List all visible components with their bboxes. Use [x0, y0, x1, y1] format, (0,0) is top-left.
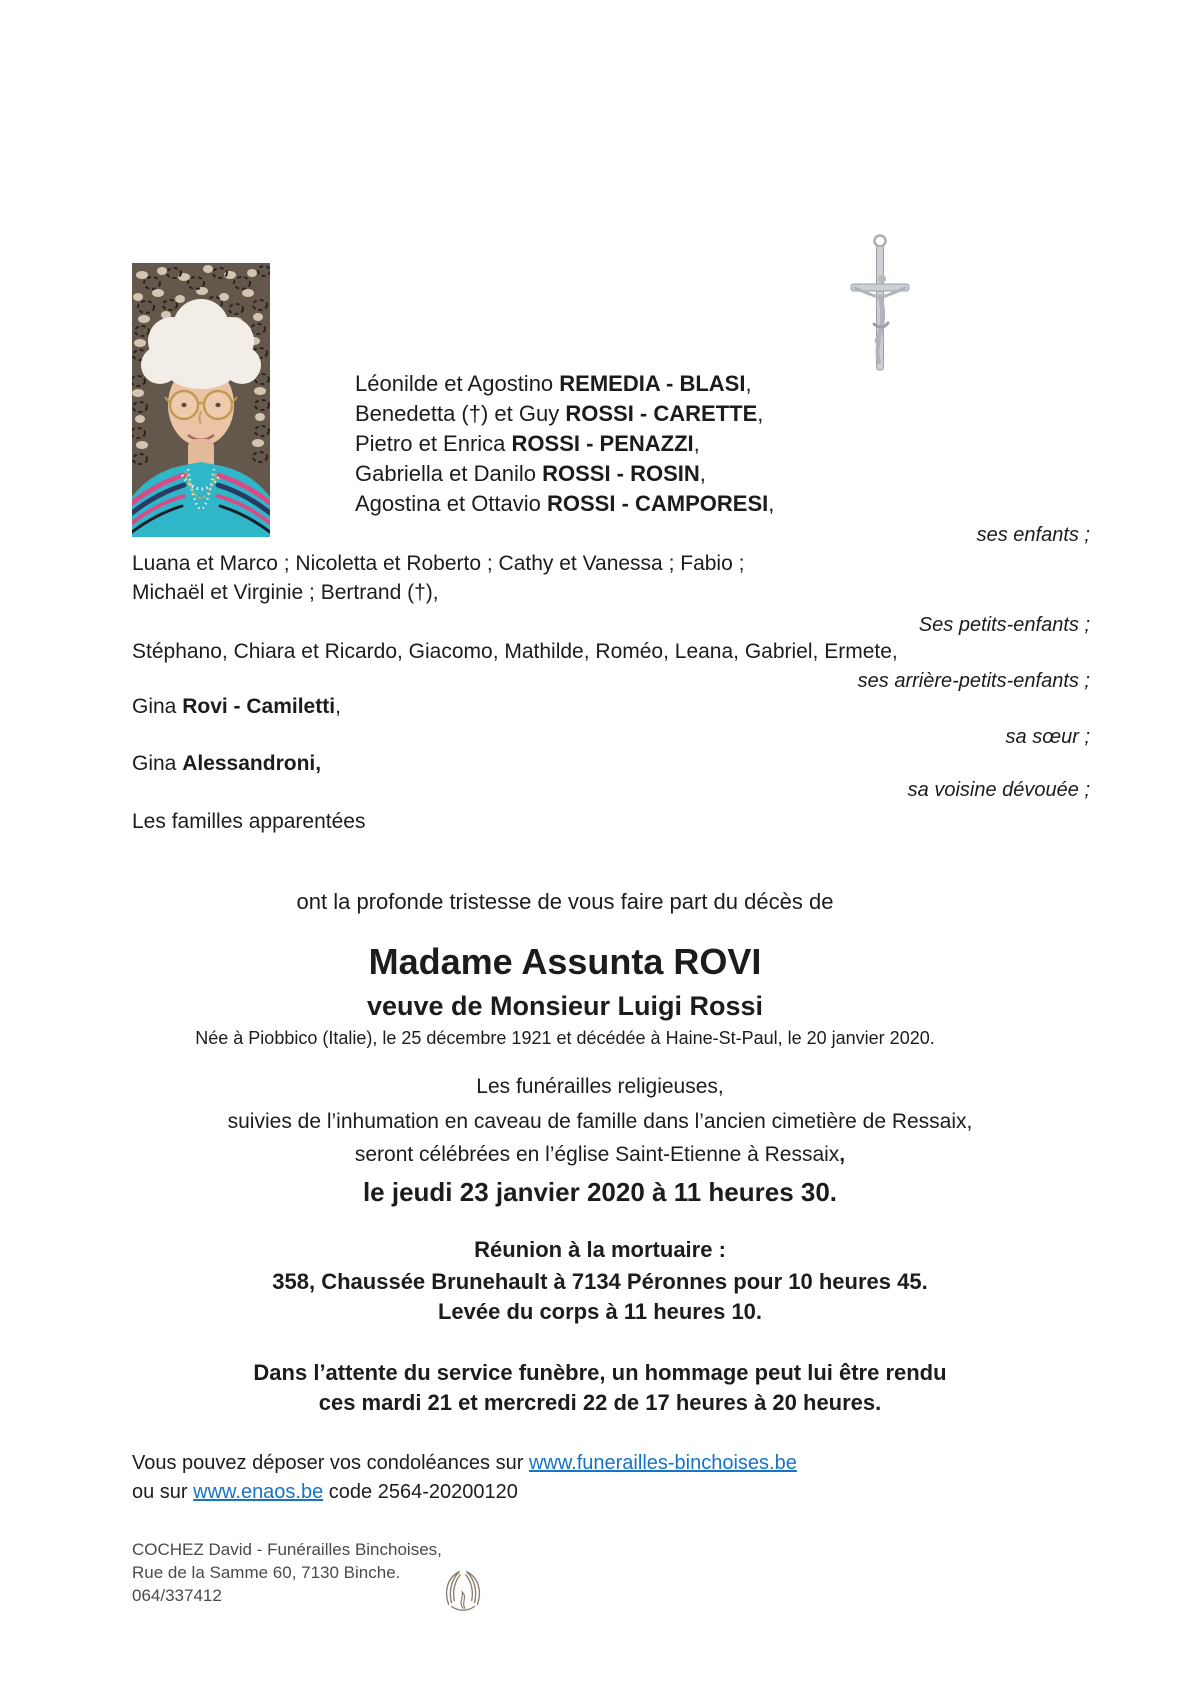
relation-label-children: ses enfants ; — [976, 524, 1090, 546]
widow-line: veuve de Monsieur Luigi Rossi — [366, 991, 764, 1021]
children-names-block — [355, 369, 774, 519]
children-line: Benedetta (†) et Guy ROSSI - CARETTE, — [355, 401, 764, 426]
relation-label-sister: sa sœur ; — [1005, 726, 1090, 748]
condolences-line: ou sur www.enaos.be code 2564-20200120 — [132, 1481, 518, 1503]
condolence-link-funerailles-binchoises[interactable]: www.funerailles-binchoises.be — [528, 1452, 797, 1474]
sister-line: Gina Rovi - Camiletti, — [132, 695, 341, 718]
children-line: Léonilde et Agostino REMEDIA - BLASI, — [355, 371, 752, 396]
portrait-photo — [132, 263, 270, 537]
funeral-home-footer — [132, 1538, 442, 1607]
children-line: Agostina et Ottavio ROSSI - CAMPORESI, — [355, 491, 775, 516]
funeral-home-name: COCHEZ David - Funérailles Binchoises, — [132, 1540, 442, 1559]
funeral-home-address: Rue de la Samme 60, 7130 Binche. — [132, 1563, 401, 1582]
funeral-date-line: le jeudi 23 janvier 2020 à 11 heures 30. — [362, 1177, 838, 1207]
announcement-line: ont la profonde tristesse de vous faire part du décès de — [296, 889, 834, 914]
funeral-line-3: seront célébrées en l’église Saint-Etienne à Ressaix, — [354, 1143, 846, 1166]
relation-label-grandchildren: Ses petits-enfants ; — [918, 614, 1090, 636]
funeral-line-2: suivies de l’inhumation en caveau de famille dans l’ancien cimetière de Ressaix, — [227, 1110, 973, 1133]
tribute-line-1: Dans l’attente du service funèbre, un hommage peut lui être rendu — [253, 1360, 947, 1385]
relation-label-great-grandchildren: ses arrière-petits-enfants ; — [857, 670, 1090, 692]
tribute-line-2: ces mardi 21 et mercredi 22 de 17 heures à 20 heures. — [318, 1390, 882, 1415]
mortuary-address: 358, Chaussée Brunehault à 7134 Péronnes pour 10 heures 45. — [272, 1269, 928, 1294]
neighbor-line: Gina Alessandroni, — [132, 752, 322, 775]
funeral-line-1: Les funérailles religieuses, — [476, 1075, 724, 1098]
birth-death-line: Née à Piobbico (Italie), le 25 décembre 1921 et décédée à Haine-St-Paul, le 20 janvier 2020. — [195, 1028, 935, 1048]
grandchildren-line: Luana et Marco ; Nicoletta et Roberto ; Cathy et Vanessa ; Fabio ; — [132, 552, 745, 575]
condolence-link-enaos[interactable]: www.enaos.be — [193, 1481, 324, 1503]
related-families-line: Les familles apparentées — [132, 810, 366, 833]
great-grandchildren-line: Stéphano, Chiara et Ricardo, Giacomo, Mathilde, Roméo, Leana, Gabriel, Ermete, — [132, 640, 898, 663]
condolences-block — [132, 1449, 797, 1507]
children-line: Gabriella et Danilo ROSSI - ROSIN, — [355, 461, 706, 486]
condolences-line: Vous pouvez déposer vos condoléances sur www.funerailles-binchoises.be — [132, 1452, 797, 1474]
deceased-name: Madame Assunta ROVI — [368, 941, 762, 982]
relation-label-neighbor: sa voisine dévouée ; — [907, 779, 1090, 801]
portrait-photo-illustration — [132, 263, 270, 537]
grandchildren-block — [132, 549, 744, 607]
funeral-home-phone: 064/337412 — [132, 1586, 222, 1605]
children-line: Pietro et Enrica ROSSI - PENAZZI, — [355, 431, 700, 456]
crucifix-icon — [843, 232, 917, 375]
mortuary-levee-line: Levée du corps à 11 heures 10. — [437, 1299, 763, 1324]
mortuary-title: Réunion à la mortuaire : — [474, 1237, 726, 1262]
funeral-home-logo-icon — [438, 1566, 488, 1616]
grandchildren-line: Michaël et Virginie ; Bertrand (†), — [132, 581, 439, 604]
